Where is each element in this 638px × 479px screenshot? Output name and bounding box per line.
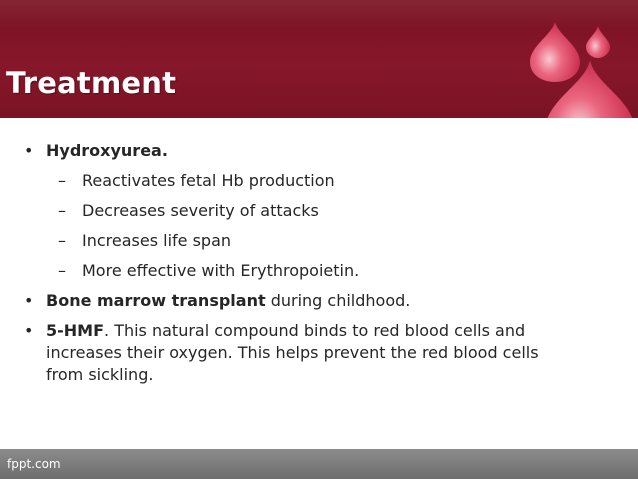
dash-marker: – <box>58 261 66 280</box>
sub-item-text: Decreases severity of attacks <box>82 201 319 220</box>
sub-item <box>0 170 638 192</box>
bullet-text: . This natural compound binds to red blood cells and increases their oxygen. This helps prevent the red blood cells from sickling. <box>46 321 539 384</box>
bullet-bone-marrow <box>0 290 638 312</box>
slide-body <box>0 118 638 449</box>
header-band <box>0 0 638 118</box>
bullet-marker: • <box>24 321 34 340</box>
sub-item-text: Reactivates fetal Hb production <box>82 171 335 190</box>
dash-marker: – <box>58 201 66 220</box>
bullet-list <box>0 140 638 386</box>
bullet-marker: • <box>24 141 34 160</box>
bullet-strong-text: Bone marrow transplant <box>46 291 266 310</box>
footer-band <box>0 449 638 479</box>
bullet-5-hmf <box>0 320 638 386</box>
sub-item <box>0 260 638 282</box>
bullet-marker: • <box>24 291 34 310</box>
bullet-strong-text: 5-HMF <box>46 321 105 340</box>
slide-title: Treatment <box>6 66 177 100</box>
bullet-strong-text: Hydroxyurea. <box>46 141 168 160</box>
sub-item-text: Increases life span <box>82 231 232 250</box>
bullet-hydroxyurea <box>0 140 638 162</box>
sub-item <box>0 200 638 222</box>
bullet-text: during childhood. <box>265 291 411 310</box>
sub-item <box>0 230 638 252</box>
sub-item-text: More effective with Erythropoietin. <box>82 261 360 280</box>
dash-marker: – <box>58 231 66 250</box>
footer-brand: fppt.com <box>7 457 61 471</box>
dash-marker: – <box>58 171 66 190</box>
